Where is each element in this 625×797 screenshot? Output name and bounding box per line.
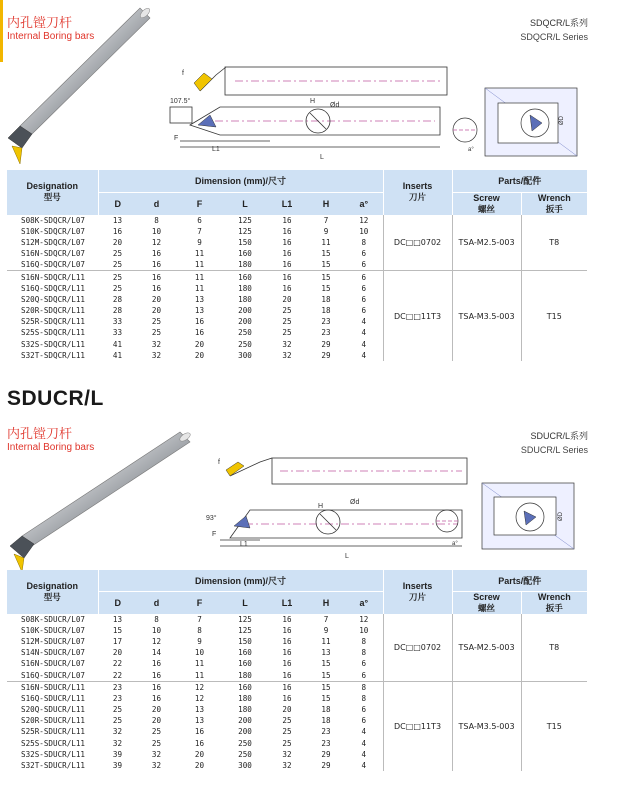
dimension-cell: 15 — [321, 260, 331, 270]
dimension-cell: 25 — [112, 705, 123, 715]
dimension-cell: 32 — [112, 727, 123, 737]
dimension-cell: 14 — [151, 648, 162, 658]
dimension-cell: 20 — [151, 705, 162, 715]
dimension-cell: 23 — [321, 328, 331, 338]
dimension-cell: 23 — [321, 738, 331, 748]
screw-cell: TSA-M2.5-003 — [452, 614, 521, 682]
header-screw: Screw 螺丝 — [452, 192, 521, 215]
model-cell: S16Q-SDQCR/L07 — [21, 260, 86, 270]
insert-cell: DC□□0702 — [383, 215, 452, 271]
dimension-cell: 6 — [361, 659, 367, 669]
dimension-cell: 9 — [323, 625, 329, 635]
dimension-cell: 4 — [361, 738, 367, 748]
dimension-cell: 16 — [151, 283, 162, 293]
dimension-cell: 4 — [361, 727, 367, 737]
dimension-cell: 23 — [321, 727, 331, 737]
dimension-cell: 4 — [361, 350, 367, 360]
section1-title-en: Internal Boring bars — [7, 31, 95, 42]
dimension-cell: 4 — [361, 317, 367, 327]
dimension-cell: 28 — [112, 294, 123, 304]
dimension-cell: 13 — [112, 614, 123, 624]
dimension-cell: 22 — [112, 659, 123, 669]
header-col-L1: L1 — [267, 192, 307, 215]
dimension-cell: 29 — [321, 761, 331, 771]
model-cell: S14N-SDUCR/L07 — [21, 648, 86, 658]
dimension-cell: 39 — [112, 749, 123, 759]
drawing2-label-angle: 93° — [206, 515, 217, 522]
dimension-cell: 11 — [321, 237, 331, 247]
dimension-cell: 23 — [98, 681, 137, 693]
section2-detail-drawing — [430, 483, 590, 553]
model-cell: S20R-SDUCR/L11 — [21, 716, 86, 726]
drawing2-label-f: f — [218, 459, 220, 466]
dimension-cell: 8 — [197, 625, 202, 635]
header-col-D: D — [98, 591, 137, 614]
detail2-label-a: a° — [452, 541, 458, 547]
dimension-cell: 11 — [194, 659, 205, 669]
header-wrench: Wrench 扳手 — [521, 591, 587, 614]
dimension-cell: 23 — [112, 693, 123, 703]
model-cell: S32T-SDQCR/L11 — [21, 350, 86, 360]
section2-heading: SDUCR/L — [7, 387, 104, 410]
dimension-cell: 16 — [151, 260, 162, 270]
dimension-cell: 16 — [282, 625, 292, 635]
dimension-cell: 7 — [323, 215, 329, 225]
model-cell: S16Q-SDUCR/L11 — [21, 693, 86, 703]
dimension-cell: 16 — [137, 681, 176, 693]
dimension-cell: 11 — [194, 670, 205, 680]
dimension-cell: 250 — [238, 328, 252, 338]
dimension-cell: 20 — [194, 339, 205, 349]
dimension-cell: 180 — [238, 693, 252, 703]
dimension-cell: 200 — [238, 716, 252, 726]
screw-cell: TSA-M3.5-003 — [452, 271, 521, 361]
drawing2-label-d: Ød — [350, 499, 360, 506]
header-dimension: Dimension (mm)/尺寸 — [98, 170, 383, 192]
dimension-cell: 20 — [151, 716, 162, 726]
dimension-cell: 32 — [151, 350, 162, 360]
dimension-cell: 6 — [345, 271, 383, 283]
section2-series-en: SDUCR/L Series — [520, 445, 588, 455]
dimension-cell: 32 — [151, 761, 162, 771]
dimension-cell: 11 — [194, 260, 205, 270]
dimension-cell: 25 — [151, 317, 162, 327]
model-cell: S25R-SDQCR/L11 — [21, 317, 86, 327]
dimension-cell: 25 — [98, 271, 137, 283]
dimension-cell: 16 — [282, 693, 292, 703]
model-cell: S20Q-SDUCR/L11 — [21, 705, 86, 715]
dimension-cell: 18 — [321, 716, 331, 726]
dimension-cell: 4 — [361, 761, 367, 771]
dimension-cell: 13 — [194, 716, 205, 726]
dimension-cell: 16 — [151, 670, 162, 680]
dimension-cell: 250 — [238, 749, 252, 759]
dimension-cell: 150 — [238, 237, 252, 247]
dimension-cell: 32 — [282, 749, 292, 759]
model-cell: S10K-SDUCR/L07 — [21, 625, 86, 635]
drawing1-label-d: Ød — [330, 102, 340, 109]
section1-series-en: SDQCR/L Series — [520, 32, 588, 42]
dimension-cell: 25 — [151, 738, 162, 748]
drawing2-label-L1: L1 — [240, 541, 248, 548]
insert-cell: DC□□11T3 — [383, 271, 452, 361]
section1-technical-drawing — [160, 55, 460, 165]
dimension-cell: 20 — [151, 306, 162, 316]
section2-title-cn: 内孔镗刀杆 — [7, 427, 73, 442]
dimension-cell: 8 — [154, 614, 159, 624]
dimension-cell: 13 — [112, 215, 123, 225]
dimension-cell: 9 — [197, 237, 202, 247]
section1-detail-drawing — [450, 85, 600, 160]
detail2-label-D: ØD — [558, 512, 564, 521]
dimension-cell: 18 — [321, 306, 331, 316]
dimension-cell: 39 — [112, 761, 123, 771]
header-col-a: a° — [345, 192, 383, 215]
dimension-cell: 16 — [282, 648, 292, 658]
model-cell: S32S-SDUCR/L11 — [21, 749, 86, 759]
dimension-cell: 200 — [238, 306, 252, 316]
section1-series-cn: SDQCR/L系列 — [529, 18, 588, 28]
section1-title-cn: 内孔镗刀杆 — [7, 16, 73, 31]
section1-spec-table — [7, 170, 587, 361]
dimension-cell: 4 — [361, 749, 367, 759]
dimension-cell: 41 — [112, 350, 123, 360]
model-cell: S32S-SDQCR/L11 — [21, 339, 86, 349]
drawing2-label-F: F — [212, 531, 217, 538]
screw-cell: TSA-M2.5-003 — [452, 215, 521, 271]
dimension-cell: 11 — [194, 249, 205, 259]
dimension-cell: 20 — [194, 761, 205, 771]
dimension-cell: 12 — [151, 636, 162, 646]
model-cell: S12M-SDQCR/L07 — [21, 237, 86, 247]
dimension-cell: 180 — [238, 294, 252, 304]
dimension-cell: 20 — [112, 237, 123, 247]
dimension-cell: 32 — [282, 339, 292, 349]
dimension-cell: 7 — [197, 226, 202, 236]
dimension-cell: 9 — [323, 226, 329, 236]
dimension-cell: 16 — [151, 693, 162, 703]
dimension-cell: 8 — [361, 237, 367, 247]
header-col-D: D — [98, 192, 137, 215]
header-col-d: d — [137, 192, 176, 215]
dimension-cell: 180 — [238, 705, 252, 715]
dimension-cell: 4 — [361, 328, 367, 338]
dimension-cell: 23 — [321, 317, 331, 327]
model-cell: S20Q-SDQCR/L11 — [21, 294, 86, 304]
dimension-cell: 160 — [223, 271, 267, 283]
dimension-cell: 20 — [194, 749, 205, 759]
dimension-cell: 16 — [282, 237, 292, 247]
dimension-cell: 180 — [238, 670, 252, 680]
dimension-cell: 150 — [238, 636, 252, 646]
dimension-cell: 16 — [194, 738, 205, 748]
dimension-cell: 16 — [282, 636, 292, 646]
wrench-cell: T15 — [521, 681, 587, 771]
dimension-cell: 16 — [282, 249, 292, 259]
header-inserts: Inserts 刀片 — [383, 170, 452, 215]
dimension-cell: 15 — [112, 625, 123, 635]
model-cell: S16N-SDQCR/L11 — [7, 271, 98, 283]
model-cell: S08K-SDQCR/L07 — [21, 215, 86, 225]
dimension-cell: 25 — [112, 716, 123, 726]
dimension-cell: 16 — [112, 226, 123, 236]
dimension-cell: 160 — [238, 648, 252, 658]
dimension-cell: 12 — [194, 693, 205, 703]
dimension-cell: 15 — [321, 693, 331, 703]
dimension-cell: 6 — [361, 670, 367, 680]
dimension-cell: 16 — [151, 659, 162, 669]
dimension-cell: 15 — [321, 249, 331, 259]
dimension-cell: 13 — [194, 705, 205, 715]
header-designation: Designation 型号 — [7, 570, 98, 614]
model-cell: S16Q-SDUCR/L07 — [21, 670, 86, 680]
section2-title-en: Internal Boring bars — [7, 442, 95, 453]
header-col-L1: L1 — [267, 591, 307, 614]
header-parts: Parts/配件 — [452, 170, 587, 192]
header-col-H: H — [307, 591, 345, 614]
dimension-cell: 20 — [151, 294, 162, 304]
dimension-cell: 300 — [238, 350, 252, 360]
dimension-cell: 250 — [238, 738, 252, 748]
header-inserts: Inserts 刀片 — [383, 570, 452, 614]
dimension-cell: 300 — [238, 761, 252, 771]
insert-cell: DC□□0702 — [383, 614, 452, 682]
drawing1-label-H: H — [310, 98, 316, 105]
model-cell: S16N-SDQCR/L07 — [21, 249, 86, 259]
header-designation: Designation 型号 — [7, 170, 98, 215]
dimension-cell: 180 — [238, 283, 252, 293]
dimension-cell: 7 — [323, 614, 329, 624]
dimension-cell: 33 — [112, 328, 123, 338]
dimension-cell: 25 — [282, 328, 292, 338]
header-col-F: F — [176, 591, 223, 614]
dimension-cell: 8 — [154, 215, 159, 225]
dimension-cell: 13 — [321, 648, 331, 658]
dimension-cell: 32 — [282, 761, 292, 771]
detail1-label-a: a° — [468, 147, 474, 153]
dimension-cell: 22 — [112, 670, 123, 680]
dimension-cell: 6 — [361, 716, 367, 726]
wrench-cell: T8 — [521, 614, 587, 682]
dimension-cell: 16 — [282, 670, 292, 680]
dimension-cell: 250 — [238, 339, 252, 349]
header-col-F: F — [176, 192, 223, 215]
dimension-cell: 125 — [238, 625, 252, 635]
dimension-cell: 7 — [197, 614, 202, 624]
header-col-L: L — [223, 192, 267, 215]
dimension-cell: 16 — [151, 249, 162, 259]
dimension-cell: 125 — [238, 215, 252, 225]
dimension-cell: 16 — [282, 226, 292, 236]
dimension-cell: 8 — [361, 648, 367, 658]
dimension-cell: 125 — [238, 226, 252, 236]
model-cell: S16Q-SDQCR/L11 — [21, 283, 86, 293]
dimension-cell: 15 — [321, 670, 331, 680]
dimension-cell: 16 — [267, 271, 307, 283]
dimension-cell: 12 — [359, 215, 369, 225]
dimension-cell: 20 — [194, 350, 205, 360]
dimension-cell: 18 — [321, 294, 331, 304]
model-cell: S25S-SDUCR/L11 — [21, 738, 86, 748]
model-cell: S16N-SDUCR/L07 — [21, 659, 86, 669]
header-col-L: L — [223, 591, 267, 614]
dimension-cell: 10 — [194, 648, 205, 658]
dimension-cell: 20 — [112, 648, 123, 658]
dimension-cell: 32 — [151, 749, 162, 759]
dimension-cell: 25 — [282, 727, 292, 737]
dimension-cell: 29 — [321, 350, 331, 360]
dimension-cell: 160 — [238, 659, 252, 669]
dimension-cell: 15 — [307, 681, 345, 693]
dimension-cell: 6 — [361, 249, 367, 259]
dimension-cell: 8 — [345, 681, 383, 693]
dimension-cell: 32 — [112, 738, 123, 748]
table-row — [7, 681, 587, 693]
dimension-cell: 25 — [112, 260, 123, 270]
dimension-cell: 12 — [151, 237, 162, 247]
dimension-cell: 16 — [282, 215, 292, 225]
dimension-cell: 11 — [176, 271, 223, 283]
dimension-cell: 6 — [361, 705, 367, 715]
model-cell: S32T-SDUCR/L11 — [21, 761, 86, 771]
header-screw: Screw 螺丝 — [452, 591, 521, 614]
drawing1-label-F: F — [174, 135, 179, 142]
dimension-cell: 10 — [151, 625, 162, 635]
wrench-cell: T8 — [521, 215, 587, 271]
section2-spec-table — [7, 570, 587, 771]
header-wrench: Wrench 扳手 — [521, 192, 587, 215]
dimension-cell: 33 — [112, 317, 123, 327]
dimension-cell: 17 — [112, 636, 123, 646]
dimension-cell: 25 — [282, 738, 292, 748]
dimension-cell: 16 — [282, 614, 292, 624]
drawing2-label-L: L — [345, 553, 349, 560]
header-dimension: Dimension (mm)/尺寸 — [98, 570, 383, 591]
dimension-cell: 15 — [321, 659, 331, 669]
dimension-cell: 13 — [194, 306, 205, 316]
model-cell: S10K-SDQCR/L07 — [21, 226, 86, 236]
drawing2-label-H: H — [318, 503, 324, 510]
header-parts: Parts/配件 — [452, 570, 587, 591]
dimension-cell: 15 — [307, 271, 345, 283]
dimension-cell: 32 — [151, 339, 162, 349]
detail1-label-D: ØD — [559, 116, 565, 125]
table-row — [7, 215, 587, 226]
insert-cell: DC□□11T3 — [383, 681, 452, 771]
model-cell: S20R-SDQCR/L11 — [21, 306, 86, 316]
dimension-cell: 6 — [197, 215, 202, 225]
wrench-cell: T15 — [521, 271, 587, 361]
dimension-cell: 25 — [282, 306, 292, 316]
model-cell: S25S-SDQCR/L11 — [21, 328, 86, 338]
dimension-cell: 9 — [197, 636, 202, 646]
dimension-cell: 16 — [282, 659, 292, 669]
dimension-cell: 200 — [238, 727, 252, 737]
dimension-cell: 16 — [194, 317, 205, 327]
dimension-cell: 12 — [359, 614, 369, 624]
dimension-cell: 29 — [321, 339, 331, 349]
dimension-cell: 4 — [361, 339, 367, 349]
dimension-cell: 11 — [321, 636, 331, 646]
model-cell: S12M-SDUCR/L07 — [21, 636, 86, 646]
dimension-cell: 13 — [194, 294, 205, 304]
drawing1-label-L1: L1 — [212, 146, 220, 153]
header-col-H: H — [307, 192, 345, 215]
drawing1-label-L: L — [320, 154, 324, 161]
dimension-cell: 11 — [194, 283, 205, 293]
header-col-a: a° — [345, 591, 383, 614]
dimension-cell: 16 — [282, 283, 292, 293]
model-cell: S08K-SDUCR/L07 — [21, 614, 86, 624]
screw-cell: TSA-M3.5-003 — [452, 681, 521, 771]
model-cell: S16N-SDUCR/L11 — [7, 681, 98, 693]
dimension-cell: 160 — [223, 681, 267, 693]
dimension-cell: 20 — [282, 705, 292, 715]
dimension-cell: 10 — [151, 226, 162, 236]
table-row — [7, 614, 587, 625]
dimension-cell: 20 — [282, 294, 292, 304]
dimension-cell: 25 — [112, 283, 123, 293]
dimension-cell: 29 — [321, 749, 331, 759]
dimension-cell: 16 — [137, 271, 176, 283]
dimension-cell: 18 — [321, 705, 331, 715]
dimension-cell: 180 — [238, 260, 252, 270]
dimension-cell: 125 — [238, 614, 252, 624]
dimension-cell: 25 — [282, 317, 292, 327]
drawing1-label-angle: 107.5° — [170, 98, 191, 105]
dimension-cell: 10 — [359, 226, 369, 236]
dimension-cell: 160 — [238, 249, 252, 259]
section2-series-cn: SDUCR/L系列 — [530, 431, 588, 441]
dimension-cell: 16 — [267, 681, 307, 693]
header-col-d: d — [137, 591, 176, 614]
dimension-cell: 8 — [361, 636, 367, 646]
dimension-cell: 6 — [361, 306, 367, 316]
dimension-cell: 16 — [194, 727, 205, 737]
dimension-cell: 6 — [361, 260, 367, 270]
dimension-cell: 32 — [282, 350, 292, 360]
dimension-cell: 25 — [112, 249, 123, 259]
dimension-cell: 16 — [282, 260, 292, 270]
dimension-cell: 15 — [321, 283, 331, 293]
dimension-cell: 12 — [176, 681, 223, 693]
dimension-cell: 25 — [151, 328, 162, 338]
dimension-cell: 6 — [361, 283, 367, 293]
dimension-cell: 16 — [194, 328, 205, 338]
drawing1-label-f: f — [182, 70, 184, 77]
model-cell: S25R-SDUCR/L11 — [21, 727, 86, 737]
table-row — [7, 271, 587, 283]
dimension-cell: 41 — [112, 339, 123, 349]
dimension-cell: 8 — [361, 693, 367, 703]
dimension-cell: 200 — [238, 317, 252, 327]
dimension-cell: 28 — [112, 306, 123, 316]
dimension-cell: 25 — [151, 727, 162, 737]
dimension-cell: 10 — [359, 625, 369, 635]
dimension-cell: 25 — [282, 716, 292, 726]
dimension-cell: 6 — [361, 294, 367, 304]
